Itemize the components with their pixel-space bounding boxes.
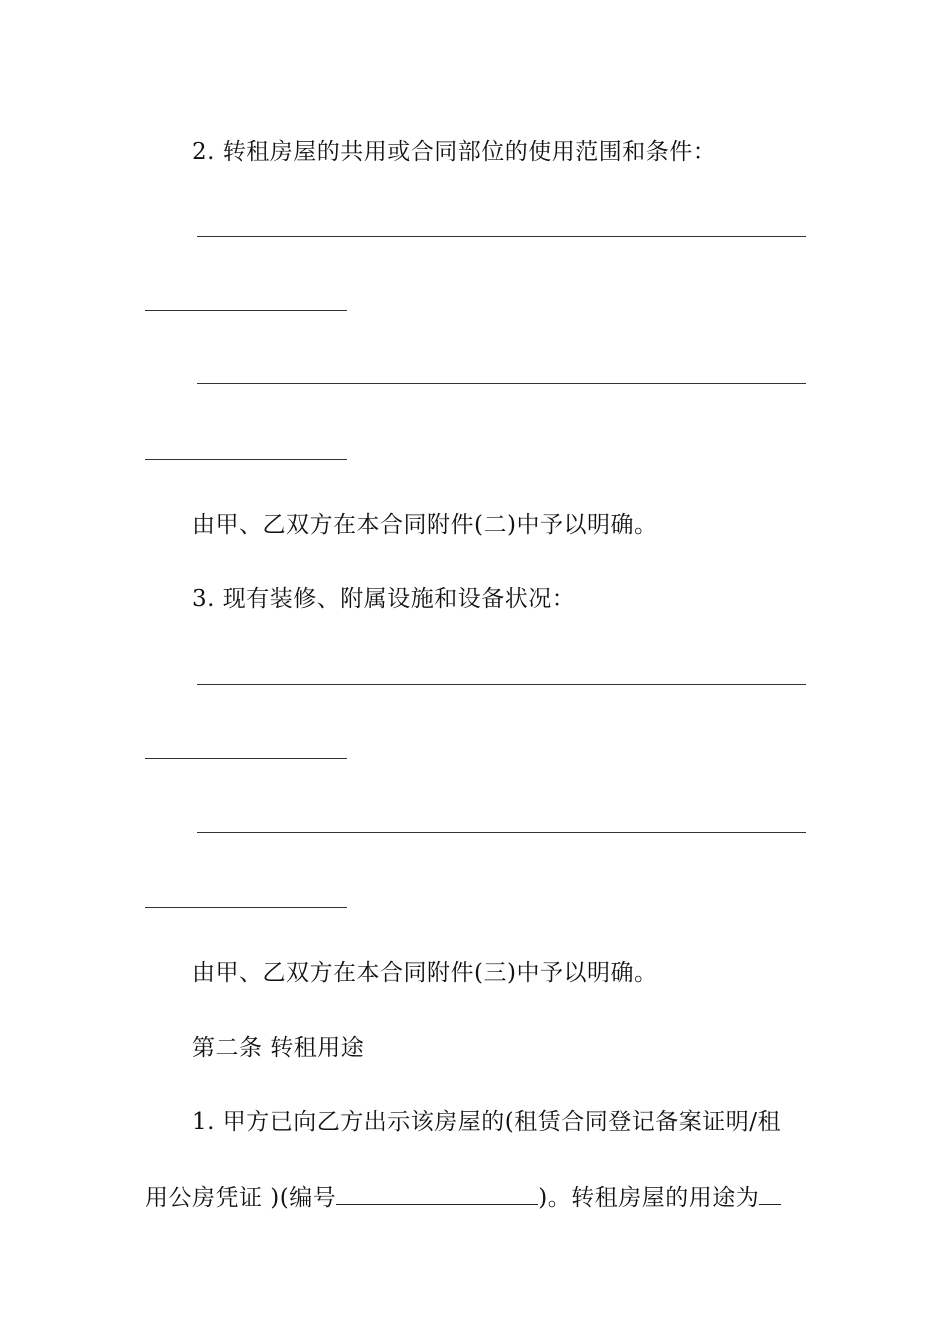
annex-2-note: 由甲、乙双方在本合同附件(二)中予以明确。 xyxy=(192,512,658,538)
fill-in-line xyxy=(145,907,347,908)
article-2-title: 第二条 转租用途 xyxy=(192,1035,365,1061)
fill-in-line xyxy=(197,236,806,237)
article-2-item-1-line-1: 1. 甲方已向乙方出示该房屋的(租赁合同登记备案证明/租 xyxy=(192,1109,781,1135)
article-2-item-1-line-2 xyxy=(145,1182,781,1213)
fill-in-line xyxy=(197,383,806,384)
usage-blank xyxy=(759,1182,781,1205)
fill-in-line xyxy=(145,310,347,311)
item-2-heading: 2. 转租房屋的共用或合同部位的使用范围和条件： xyxy=(192,139,717,165)
article-2-item-1-text-a: 用公房凭证 )(编号 xyxy=(145,1185,337,1211)
item-3-heading: 3. 现有装修、附属设施和设备状况： xyxy=(192,586,576,612)
fill-in-line xyxy=(197,684,806,685)
fill-in-line xyxy=(145,758,347,759)
fill-in-line xyxy=(197,832,806,833)
fill-in-line xyxy=(145,459,347,460)
certificate-number-blank xyxy=(336,1182,538,1205)
annex-3-note: 由甲、乙双方在本合同附件(三)中予以明确。 xyxy=(192,960,658,986)
article-2-item-1-text-b: )。转租房屋的用途为 xyxy=(538,1185,760,1211)
